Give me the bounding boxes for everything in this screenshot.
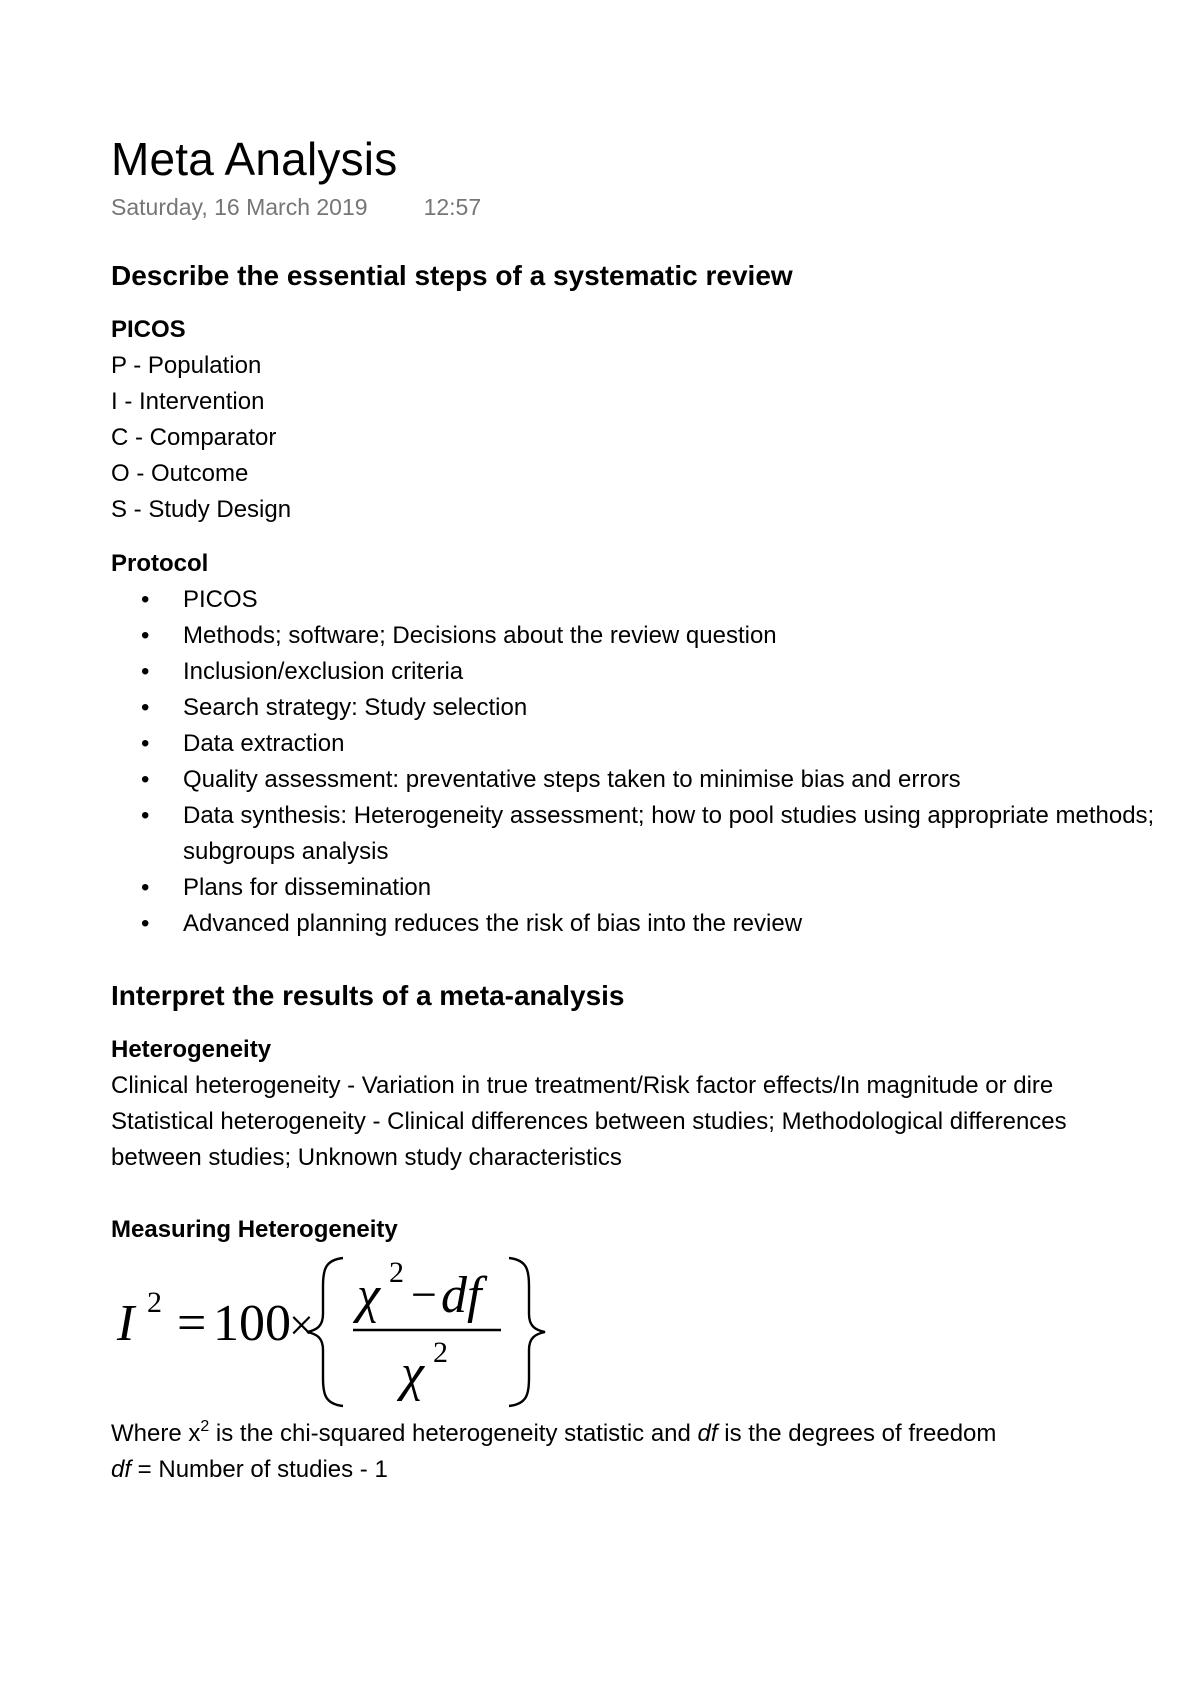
page-title: Meta Analysis [111,133,398,185]
formula-lhs-exp: 2 [147,1286,162,1319]
picos-item: O - Outcome [111,460,249,487]
bullet-icon: • [141,622,150,649]
statistical-heterogeneity-text-cont: between studies; Unknown study characteristics [111,1144,622,1171]
protocol-item [111,690,1183,726]
protocol-item-text: Methods; software; Decisions about the review question [183,622,777,649]
statistical-heterogeneity-text: Statistical heterogeneity - Clinical differences between studies; Methodological differences [111,1108,1067,1135]
formula-explanation: Where $x^2$ is the chi-squared heterogeneity statistic and df is the degrees of freedom [111,1418,997,1447]
protocol-list [111,582,1200,942]
protocol-item [111,654,1183,690]
clinical-heterogeneity-text: Clinical heterogeneity - Variation in true treatment/Risk factor effects/In magnitude or dire [111,1072,1054,1099]
protocol-item-text: PICOS [183,586,258,613]
formula-coef: 100 [213,1295,291,1352]
formula-equals: = [177,1295,207,1352]
protocol-item [111,870,1183,906]
bullet-icon: • [141,586,150,613]
section-heading-systematic-review: Describe the essential steps of a systematic review [111,260,793,291]
formula-num-chi: χ [357,1267,380,1324]
i-squared-formula [111,1252,571,1416]
protocol-item-text: Data synthesis: Heterogeneity assessment; how to pool studies using appropriate methods; subgroups analysis [183,802,1155,865]
bullet-icon: • [141,658,150,685]
picos-list [111,348,1200,528]
measuring-heterogeneity-heading: Measuring Heterogeneity [111,1216,398,1243]
protocol-item-text: Plans for dissemination [183,874,432,901]
protocol-heading: Protocol [111,550,209,577]
formula-den-chi: χ [401,1345,424,1402]
bullet-icon: • [141,694,150,721]
bullet-icon: • [141,874,150,901]
formula-minus: − [411,1269,437,1320]
protocol-item [111,618,1183,654]
protocol-item [111,762,1183,798]
picos-heading: PICOS [111,316,186,343]
right-brace-shape [509,1258,545,1406]
protocol-item-text: Data extraction [183,730,345,757]
section-heading-meta-analysis: Interpret the results of a meta-analysis [111,980,625,1011]
page-date: Saturday, 16 March 2019 [111,194,368,220]
formula-svg [111,1252,571,1416]
formula-lhs: I [117,1295,135,1352]
page-datetime [111,192,1200,222]
protocol-item-text: Inclusion/exclusion criteria [183,658,464,685]
picos-item: I - Intervention [111,388,265,415]
heterogeneity-heading: Heterogeneity [111,1036,272,1063]
page-content [111,130,1200,1488]
page-time: 12:57 [423,194,482,220]
protocol-item [111,906,1183,942]
formula-times: × [289,1301,314,1350]
bullet-icon: • [141,802,150,829]
picos-item: S - Study Design [111,496,292,523]
picos-item: P - Population [111,352,262,379]
bullet-icon: • [141,730,150,757]
protocol-item [111,798,1183,870]
protocol-item-text: Quality assessment: preventative steps taken to minimise bias and errors [183,766,961,793]
protocol-item-text: Search strategy: Study selection [183,694,528,721]
picos-item: C - Comparator [111,424,277,451]
protocol-item-text: Advanced planning reduces the risk of bias into the review [183,910,803,937]
df-definition: df = Number of studies - 1 [111,1456,388,1483]
bullet-icon: • [141,766,150,793]
protocol-item [111,582,1183,618]
formula-den-exp: 2 [433,1336,448,1369]
formula-num-exp: 2 [389,1256,404,1289]
formula-df: df [441,1267,482,1324]
protocol-item [111,726,1183,762]
bullet-icon: • [141,910,150,937]
